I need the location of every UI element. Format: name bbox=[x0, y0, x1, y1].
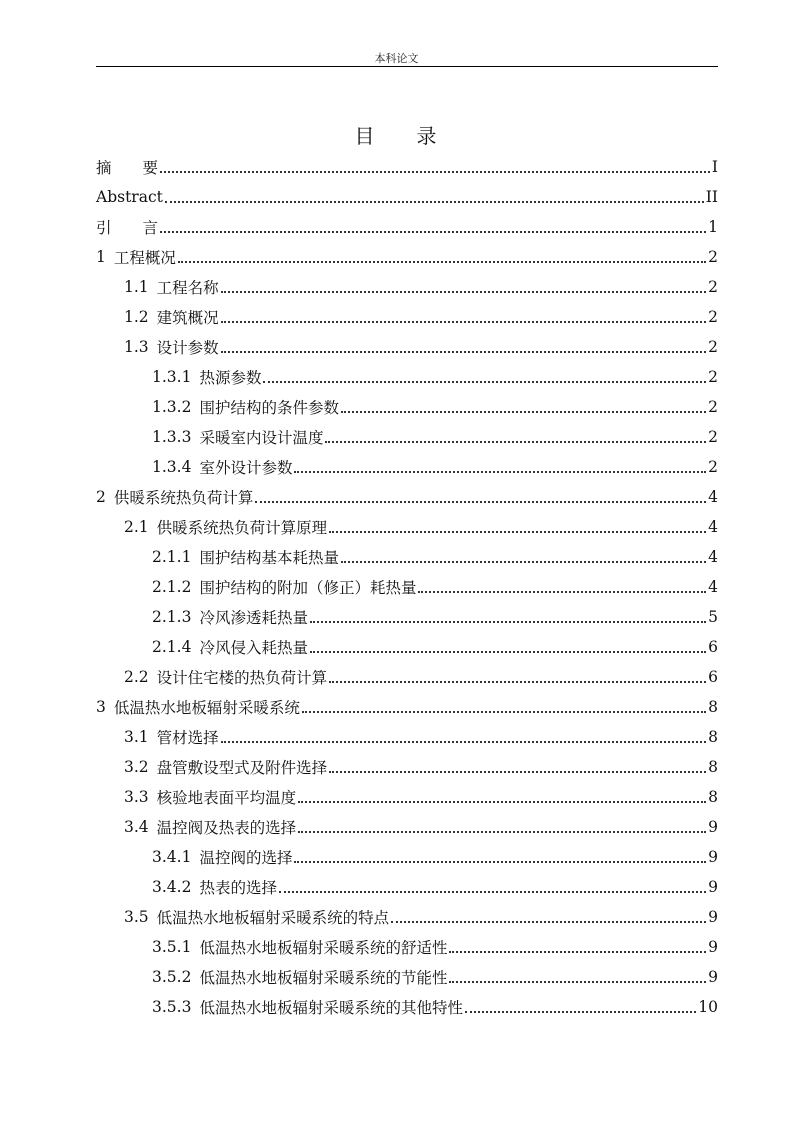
toc-entry-number: 3.2 bbox=[124, 758, 149, 776]
toc-entry[interactable] bbox=[96, 332, 718, 362]
toc-entry[interactable] bbox=[96, 722, 718, 752]
toc-entry-number: 2.2 bbox=[124, 668, 149, 686]
toc-entry-page: 8 bbox=[708, 698, 718, 716]
toc-leader-dots bbox=[279, 891, 706, 893]
toc-entry[interactable] bbox=[96, 392, 718, 422]
toc-entry-page: 6 bbox=[708, 638, 718, 656]
toc-entry-number: 1.1 bbox=[124, 278, 149, 296]
toc-entry-page: 8 bbox=[708, 728, 718, 746]
toc-entry-number: 3 bbox=[96, 698, 106, 716]
toc-entry[interactable] bbox=[96, 812, 718, 842]
toc-entry-page: 6 bbox=[708, 668, 718, 686]
toc-leader-dots bbox=[329, 681, 706, 683]
toc-entry-title: 低温热水地板辐射采暖系统的特点 bbox=[156, 909, 390, 927]
toc-entry-title: 供暖系统热负荷计算原理 bbox=[156, 519, 328, 537]
toc-leader-dots bbox=[449, 951, 706, 953]
toc-entry-number: 3.5 bbox=[124, 908, 149, 926]
toc-entry-page: 9 bbox=[708, 818, 718, 836]
toc-entry-number: 3.1 bbox=[124, 728, 149, 746]
toc-entry-page: 2 bbox=[708, 368, 718, 386]
toc-entry-page: 2 bbox=[708, 338, 718, 356]
toc-entry-title: 低温热水地板辐射采暖系统的节能性 bbox=[199, 969, 448, 987]
toc-entry[interactable] bbox=[96, 932, 718, 962]
toc-leader-dots bbox=[221, 741, 706, 743]
toc-entry-title: 工程概况 bbox=[113, 249, 176, 267]
toc-entry-page: 4 bbox=[708, 488, 718, 506]
toc-entry-number: 2 bbox=[96, 488, 106, 506]
toc-leader-dots bbox=[298, 831, 706, 833]
toc-entry-page: II bbox=[705, 188, 718, 206]
toc-entry-page: 2 bbox=[708, 458, 718, 476]
toc-leader-dots bbox=[160, 171, 710, 173]
toc-entry[interactable] bbox=[96, 662, 718, 692]
toc-leader-dots bbox=[310, 621, 706, 623]
toc-entry-title: 设计住宅楼的热负荷计算 bbox=[156, 669, 328, 687]
toc-entry-title: Abstract bbox=[96, 188, 163, 206]
toc-entry[interactable] bbox=[96, 602, 718, 632]
toc-entry-number: 3.5.2 bbox=[152, 968, 192, 986]
toc-leader-dots bbox=[341, 561, 706, 563]
toc-entry-title: 盘管敷设型式及附件选择 bbox=[156, 759, 328, 777]
toc-entry[interactable] bbox=[96, 362, 718, 392]
toc-entry-page: 4 bbox=[708, 578, 718, 596]
toc-entry-page: 9 bbox=[708, 908, 718, 926]
toc-entry-number: 1.3.2 bbox=[152, 398, 192, 416]
toc-title-left: 目 bbox=[354, 124, 377, 148]
toc-entry-number: 2.1 bbox=[124, 518, 149, 536]
toc-entry[interactable] bbox=[96, 692, 718, 722]
toc-entry[interactable] bbox=[96, 302, 718, 332]
toc-entry-title: 引 言 bbox=[96, 219, 159, 237]
toc-entry-title: 设计参数 bbox=[156, 339, 219, 357]
toc-entry-page: I bbox=[711, 158, 718, 176]
running-header: 本科论文 bbox=[374, 52, 419, 65]
toc-entry-page: 2 bbox=[708, 248, 718, 266]
header-rule bbox=[96, 66, 718, 67]
toc-entry-number: 3.3 bbox=[124, 788, 149, 806]
toc-entry-page: 8 bbox=[708, 758, 718, 776]
toc-entry[interactable] bbox=[96, 212, 718, 242]
toc-entry[interactable] bbox=[96, 872, 718, 902]
toc-leader-dots bbox=[302, 711, 706, 713]
toc-entry-number: 3.4.2 bbox=[152, 878, 192, 896]
toc-entry-number: 2.1.2 bbox=[152, 578, 192, 596]
toc-entry-page: 5 bbox=[708, 608, 718, 626]
toc-entry-number: 1.3.1 bbox=[152, 368, 192, 386]
toc-entry-number: 1 bbox=[96, 248, 106, 266]
toc-entry-title: 管材选择 bbox=[156, 729, 219, 747]
toc-entry-number: 2.1.4 bbox=[152, 638, 192, 656]
toc-leader-dots bbox=[221, 321, 706, 323]
toc-entry-number: 1.3.3 bbox=[152, 428, 192, 446]
toc-leader-dots bbox=[255, 501, 706, 503]
toc-entry[interactable] bbox=[96, 242, 718, 272]
toc-entry[interactable] bbox=[96, 962, 718, 992]
toc-entry-page: 1 bbox=[708, 218, 718, 236]
toc-entry-title: 采暖室内设计温度 bbox=[199, 429, 324, 447]
toc-entry-page: 2 bbox=[708, 398, 718, 416]
toc-entry-page: 9 bbox=[708, 878, 718, 896]
toc-leader-dots bbox=[263, 381, 706, 383]
toc-leader-dots bbox=[465, 1011, 696, 1013]
toc-leader-dots bbox=[449, 981, 706, 983]
toc-entry-title: 热表的选择 bbox=[199, 879, 277, 897]
toc-leader-dots bbox=[160, 231, 706, 233]
toc-entry-page: 9 bbox=[708, 968, 718, 986]
toc-entry[interactable] bbox=[96, 902, 718, 932]
toc-entry[interactable] bbox=[96, 422, 718, 452]
toc-leader-dots bbox=[294, 861, 706, 863]
toc-leader-dots bbox=[391, 921, 706, 923]
toc-entry-title: 低温热水地板辐射采暖系统的其他特性 bbox=[199, 999, 463, 1017]
toc-entry-number: 1.3 bbox=[124, 338, 149, 356]
toc-leader-dots bbox=[329, 771, 706, 773]
toc-entry-title: 冷风侵入耗热量 bbox=[199, 639, 308, 657]
toc-leader-dots bbox=[329, 531, 706, 533]
toc-entry-title: 室外设计参数 bbox=[199, 459, 293, 477]
toc-entry[interactable] bbox=[96, 752, 718, 782]
toc-entry[interactable] bbox=[96, 272, 718, 302]
toc-entry-page: 2 bbox=[708, 308, 718, 326]
toc-entry[interactable] bbox=[96, 482, 718, 512]
toc-leader-dots bbox=[298, 801, 706, 803]
toc-entry-number: 3.5.1 bbox=[152, 938, 192, 956]
toc-leader-dots bbox=[310, 651, 706, 653]
toc-leader-dots bbox=[294, 471, 706, 473]
toc-entry[interactable] bbox=[96, 842, 718, 872]
toc-entry[interactable] bbox=[96, 512, 718, 542]
toc-entry-title: 摘 要 bbox=[96, 159, 159, 177]
toc-leader-dots bbox=[165, 201, 704, 203]
toc-entry-number: 3.4.1 bbox=[152, 848, 192, 866]
toc-entry[interactable] bbox=[96, 782, 718, 812]
toc-entry-title: 温控阀及热表的选择 bbox=[156, 819, 297, 837]
toc-entry-number: 3.5.3 bbox=[152, 998, 192, 1016]
toc-leader-dots bbox=[341, 411, 706, 413]
toc-entry-title: 工程名称 bbox=[156, 279, 219, 297]
toc-entry-page: 10 bbox=[698, 998, 718, 1016]
toc-entry-page: 4 bbox=[708, 518, 718, 536]
toc-entry-title: 供暖系统热负荷计算 bbox=[113, 489, 254, 507]
toc-entry-title: 围护结构基本耗热量 bbox=[199, 549, 339, 567]
toc-entry[interactable] bbox=[96, 572, 718, 602]
toc-title-right: 录 bbox=[416, 124, 439, 148]
toc-entry-page: 2 bbox=[708, 278, 718, 296]
toc-entry-title: 温控阀的选择 bbox=[199, 849, 293, 867]
toc-entry-title: 围护结构的条件参数 bbox=[199, 399, 339, 417]
toc-leader-dots bbox=[221, 291, 706, 293]
toc-leader-dots bbox=[418, 591, 706, 593]
toc-leader-dots bbox=[325, 441, 706, 443]
toc-entry-title: 围护结构的附加（修正）耗热量 bbox=[199, 579, 417, 597]
toc-entry-number: 2.1.1 bbox=[152, 548, 192, 566]
toc-entry[interactable] bbox=[96, 182, 718, 212]
toc-leader-dots bbox=[221, 351, 706, 353]
toc-title bbox=[0, 120, 793, 149]
toc-entry[interactable] bbox=[96, 152, 718, 182]
toc-entry[interactable] bbox=[96, 992, 718, 1022]
toc-entry-number: 1.2 bbox=[124, 308, 149, 326]
toc-entry-title: 低温热水地板辐射采暖系统 bbox=[113, 699, 300, 717]
toc-entry-page: 4 bbox=[708, 548, 718, 566]
toc-entry[interactable] bbox=[96, 632, 718, 662]
toc-entry[interactable] bbox=[96, 542, 718, 572]
toc-entry-title: 热源参数 bbox=[199, 369, 262, 387]
toc-entry-page: 8 bbox=[708, 788, 718, 806]
toc-entry-title: 建筑概况 bbox=[156, 309, 219, 327]
toc-entry-page: 9 bbox=[708, 938, 718, 956]
toc-entry-page: 9 bbox=[708, 848, 718, 866]
toc-entry-page: 2 bbox=[708, 428, 718, 446]
toc-entry[interactable] bbox=[96, 452, 718, 482]
toc-entry-number: 2.1.3 bbox=[152, 608, 192, 626]
toc-entry-number: 1.3.4 bbox=[152, 458, 192, 476]
toc-entry-title: 低温热水地板辐射采暖系统的舒适性 bbox=[199, 939, 448, 957]
table-of-contents bbox=[96, 152, 718, 1022]
toc-leader-dots bbox=[178, 261, 706, 263]
toc-entry-number: 3.4 bbox=[124, 818, 149, 836]
toc-entry-title: 核验地表面平均温度 bbox=[156, 789, 297, 807]
toc-entry-title: 冷风渗透耗热量 bbox=[199, 609, 308, 627]
